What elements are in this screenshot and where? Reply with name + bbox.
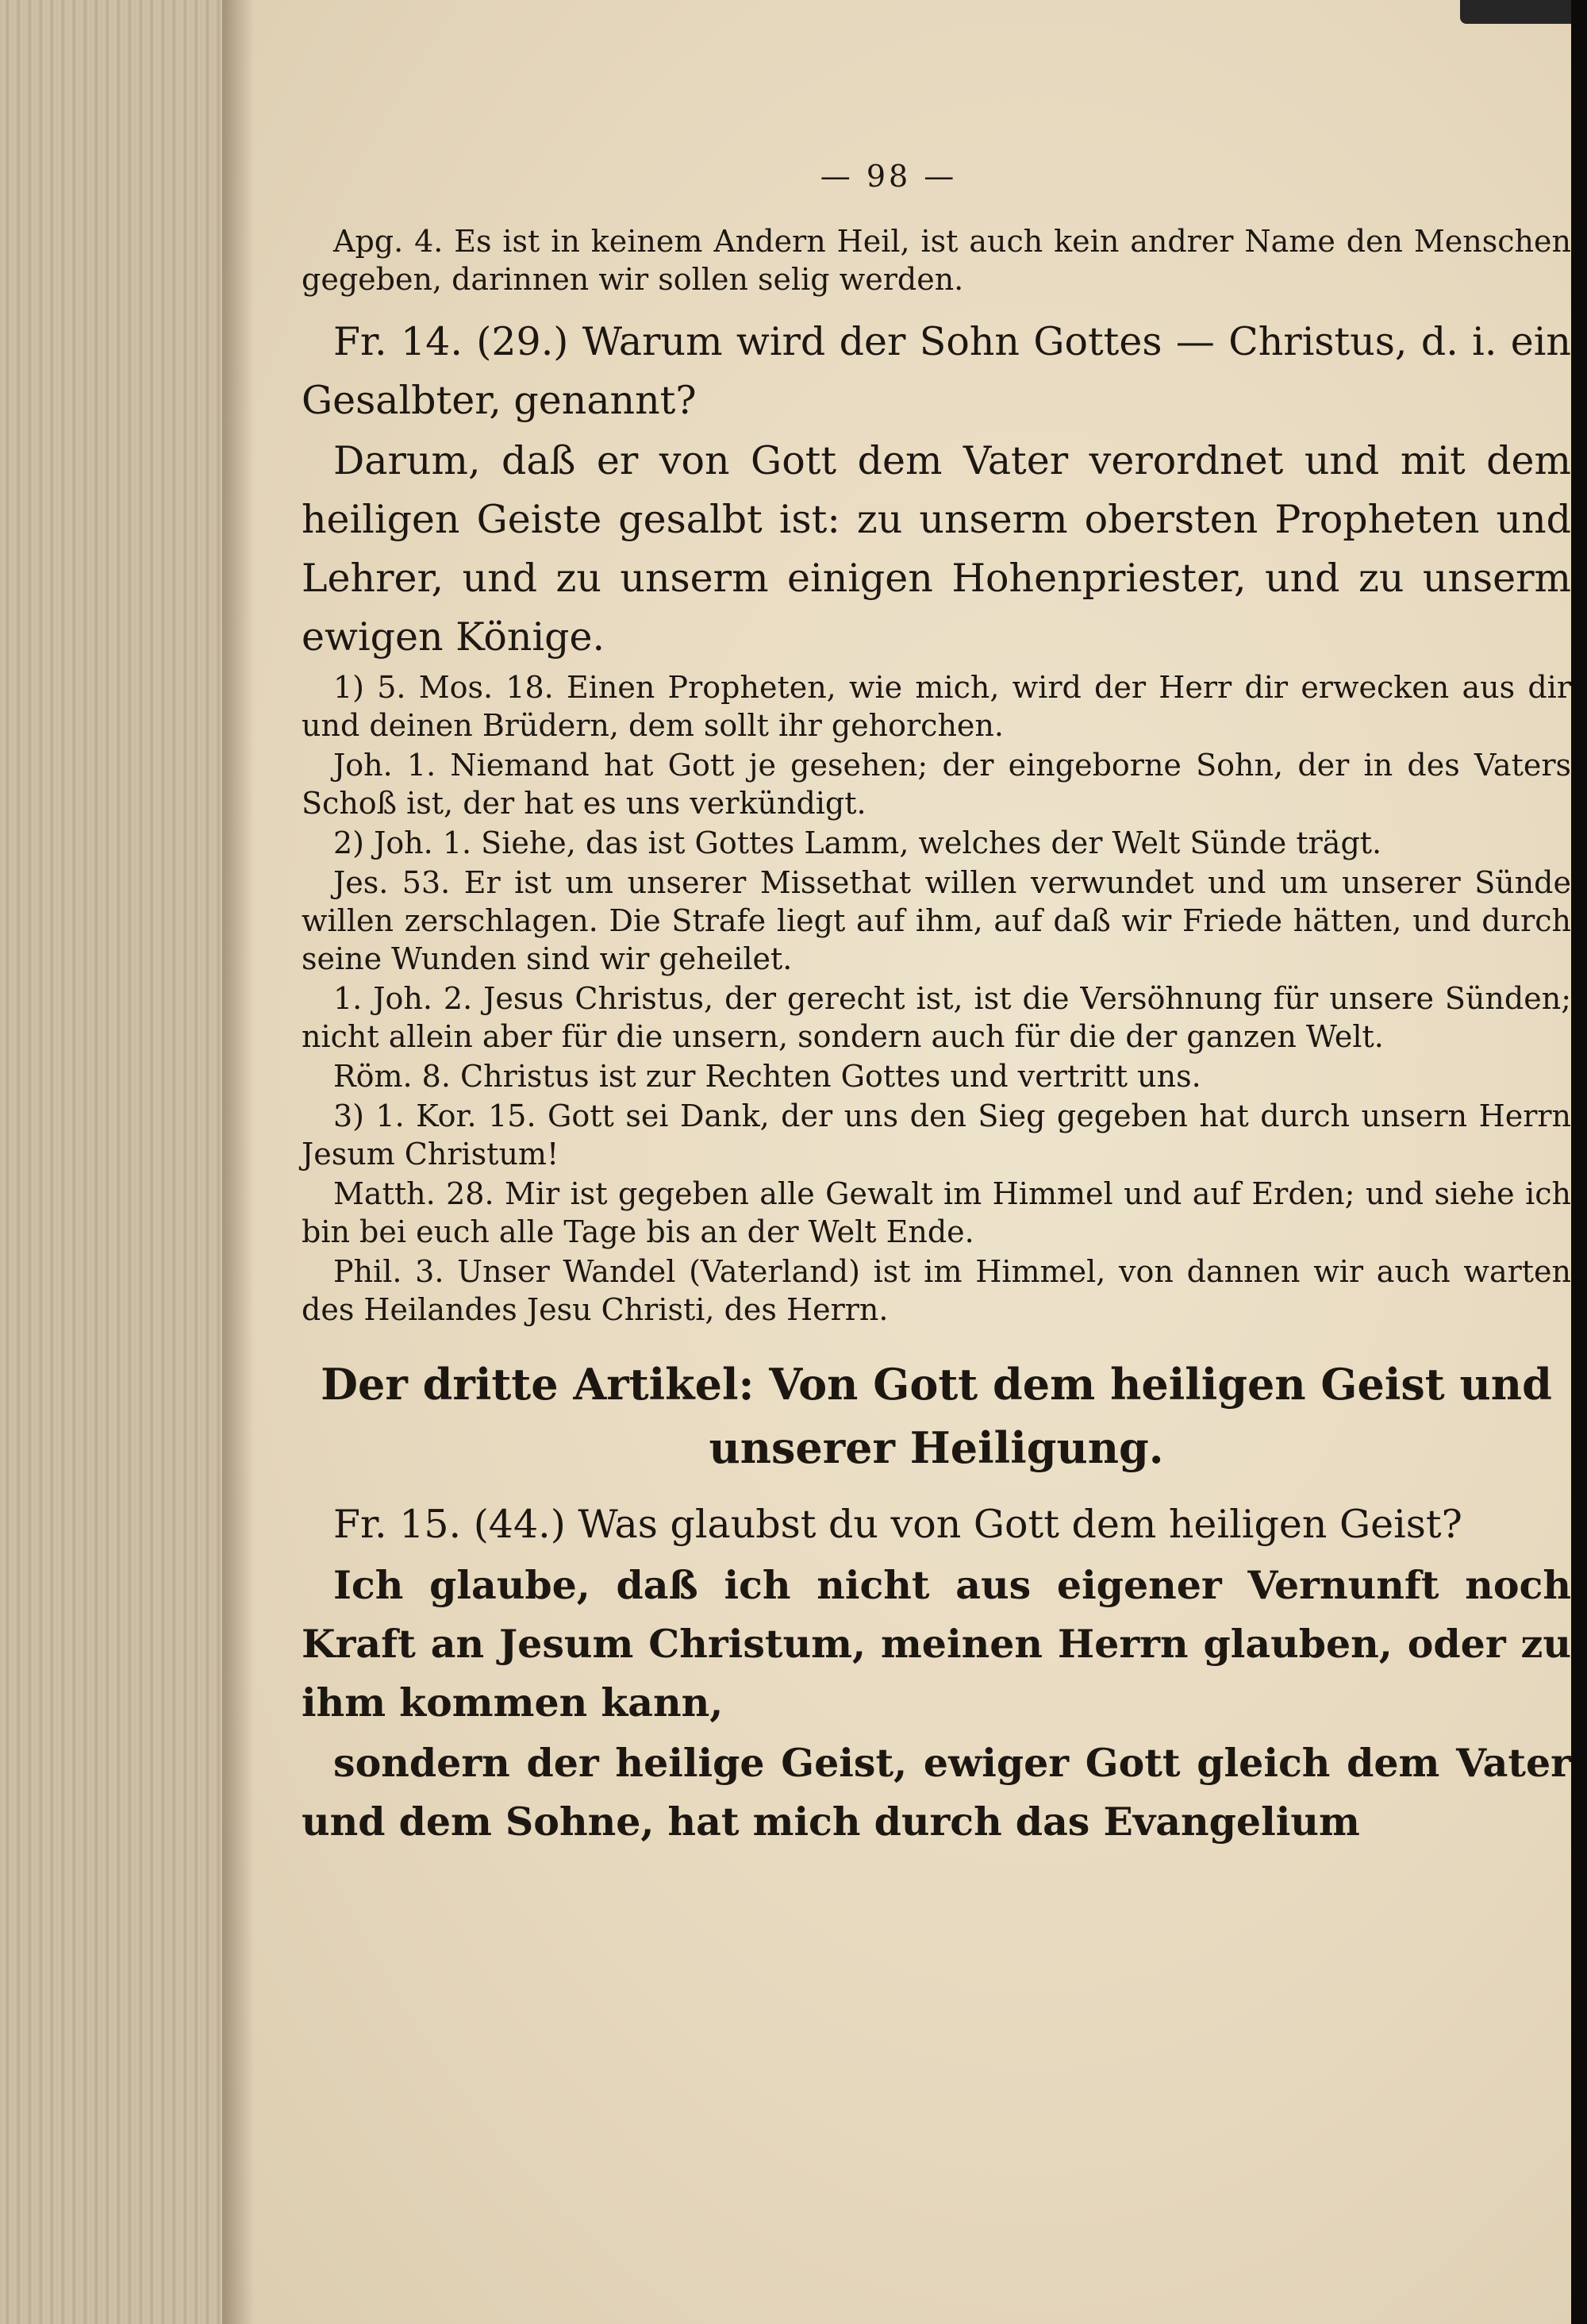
corner-tab [1460,0,1571,24]
scripture-verse: 3) 1. Kor. 15. Gott sei Dank, der uns den Sieg gegeben hat durch unsern Herrn Jesum Christum! [302,1099,1571,1172]
scripture-verse: Apg. 4. Es ist in keinem Andern Heil, ist auch kein andrer Name den Menschen gegeben, darinnen wir sollen selig werden. [302,224,1571,297]
scripture-verse: Röm. 8. Christus ist zur Rechten Gottes und vertritt uns. [333,1059,1201,1094]
answer: sondern der heilige Geist, ewiger Gott gleich dem Vater und dem Sohne, hat mich durch das Evangelium [302,1740,1571,1845]
page-content [302,159,1571,1853]
question: Fr. 14. (29.) Warum wird der Sohn Gottes — Christus, d. i. ein Gesalbter, genannt? [302,319,1571,423]
scripture-verse: Jes. 53. Er ist um unserer Missethat willen verwundet und um unserer Sünde willen zerschlagen. Die Strafe liegt auf ihm, auf daß wir Friede hätten, und durch seine Wunden sind wir geheilet. [302,865,1571,976]
scripture-verse: 1) 5. Mos. 18. Einen Propheten, wie mich, wird der Herr dir erwecken aus dir und deinen Brüdern, dem sollt ihr gehorchen. [302,670,1571,743]
answer: Darum, daß er von Gott dem Vater verordnet und mit dem heiligen Geiste gesalbt ist: zu unserm obersten Propheten und Lehrer, und zu unserm einigen Hohenpriester, und zu unserm ewigen Könige. [302,438,1571,660]
book-page-edges [0,0,238,2324]
page-number: — 98 — [820,159,958,194]
scripture-verse: 1. Joh. 2. Jesus Christus, der gerecht ist, ist die Versöhnung für unsere Sünden; nicht allein aber für die unsern, sondern auch für die der ganzen Welt. [302,981,1571,1054]
scripture-verse: Joh. 1. Niemand hat Gott je gesehen; der eingeborne Sohn, der in des Vaters Schoß ist, der hat es uns verkündigt. [302,748,1571,821]
page-gutter-shadow [222,0,254,2324]
scripture-verse: Matth. 28. Mir ist gegeben alle Gewalt im Himmel und auf Erden; und siehe ich bin bei euch alle Tage bis an der Welt Ende. [302,1176,1571,1249]
answer: Ich glaube, daß ich nicht aus eigener Vernunft noch Kraft an Jesum Christum, meinen Herrn glauben, oder zu ihm kommen kann, [302,1562,1571,1726]
scripture-verse: Phil. 3. Unser Wandel (Vaterland) ist im Himmel, von dannen wir auch warten des Heilandes Jesu Christi, des Herrn. [302,1254,1571,1327]
scripture-verse: 2) Joh. 1. Siehe, das ist Gottes Lamm, welches der Welt Sünde trägt. [333,825,1382,860]
question: Fr. 15. (44.) Was glaubst du von Gott dem heiligen Geist? [333,1502,1462,1547]
section-heading: Der dritte Artikel: Von Gott dem heiligen Geist und unserer Heiligung. [321,1359,1552,1473]
book-page [222,0,1571,2324]
